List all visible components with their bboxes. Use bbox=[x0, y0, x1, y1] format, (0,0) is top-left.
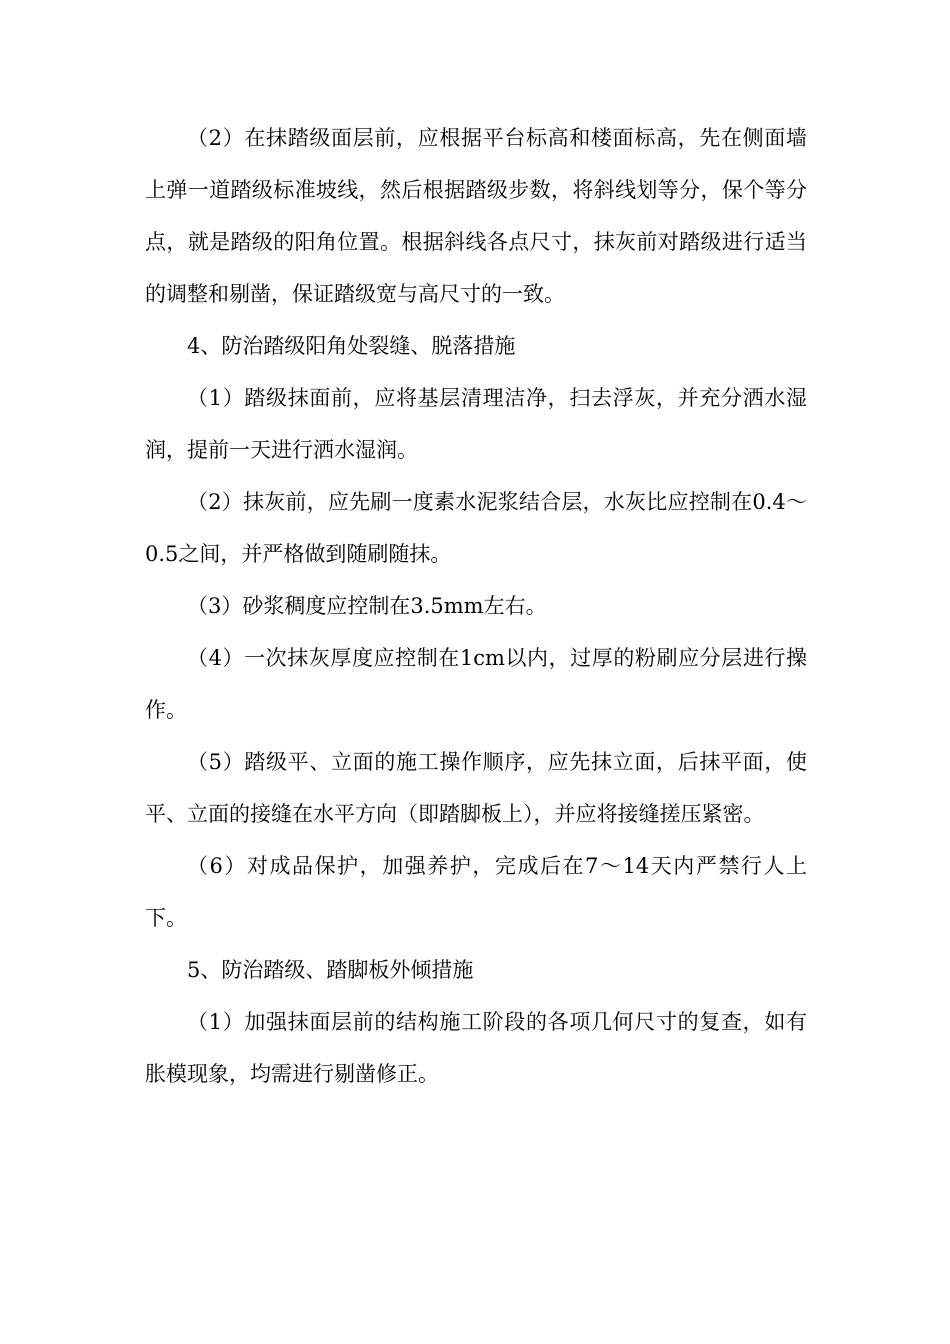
paragraph-mortar-consistency: （3）砂浆稠度应控制在3.5mm左右。 bbox=[187, 594, 547, 618]
section-heading-4: 4、防治踏级阳角处裂缝、脱落措施 bbox=[187, 334, 516, 358]
paragraph-plaster-thickness: （4）一次抹灰厚度应控制在1cm以内，过厚的粉刷应分层进行操作。 bbox=[145, 646, 807, 722]
paragraph-cement-slurry: （2）抹灰前，应先刷一度素水泥浆结合层，水灰比应控制在0.4～0.5之间，并严格做到随刷随抹。 bbox=[145, 490, 807, 566]
paragraph-base-cleaning: （1）踏级抹面前，应将基层清理洁净，扫去浮灰，并充分洒水湿润，提前一天进行洒水湿润。 bbox=[145, 386, 807, 462]
section-heading-5: 5、防治踏级、踏脚板外倾措施 bbox=[187, 958, 474, 982]
paragraph-dimension-check: （1）加强抹面层前的结构施工阶段的各项几何尺寸的复查，如有胀模现象，均需进行剔凿修正。 bbox=[145, 1010, 807, 1086]
paragraph-stair-slope-line: （2）在抹踏级面层前，应根据平台标高和楼面标高，先在侧面墙上弹一道踏级标准坡线，然后根据踏级步数，将斜线划等分，保个等分点，就是踏级的阳角位置。根据斜线各点尺寸，抹灰前对踏级进行适当的调整和剔凿，保证踏级宽与高尺寸的一致。 bbox=[145, 126, 807, 306]
document-body bbox=[145, 112, 807, 1100]
paragraph-operation-sequence: （5）踏级平、立面的施工操作顺序，应先抹立面，后抹平面，使平、立面的接缝在水平方向（即踏脚板上），并应将接缝搓压紧密。 bbox=[145, 750, 807, 826]
paragraph-curing-protection: （6）对成品保护，加强养护，完成后在7～14天内严禁行人上下。 bbox=[145, 854, 807, 930]
